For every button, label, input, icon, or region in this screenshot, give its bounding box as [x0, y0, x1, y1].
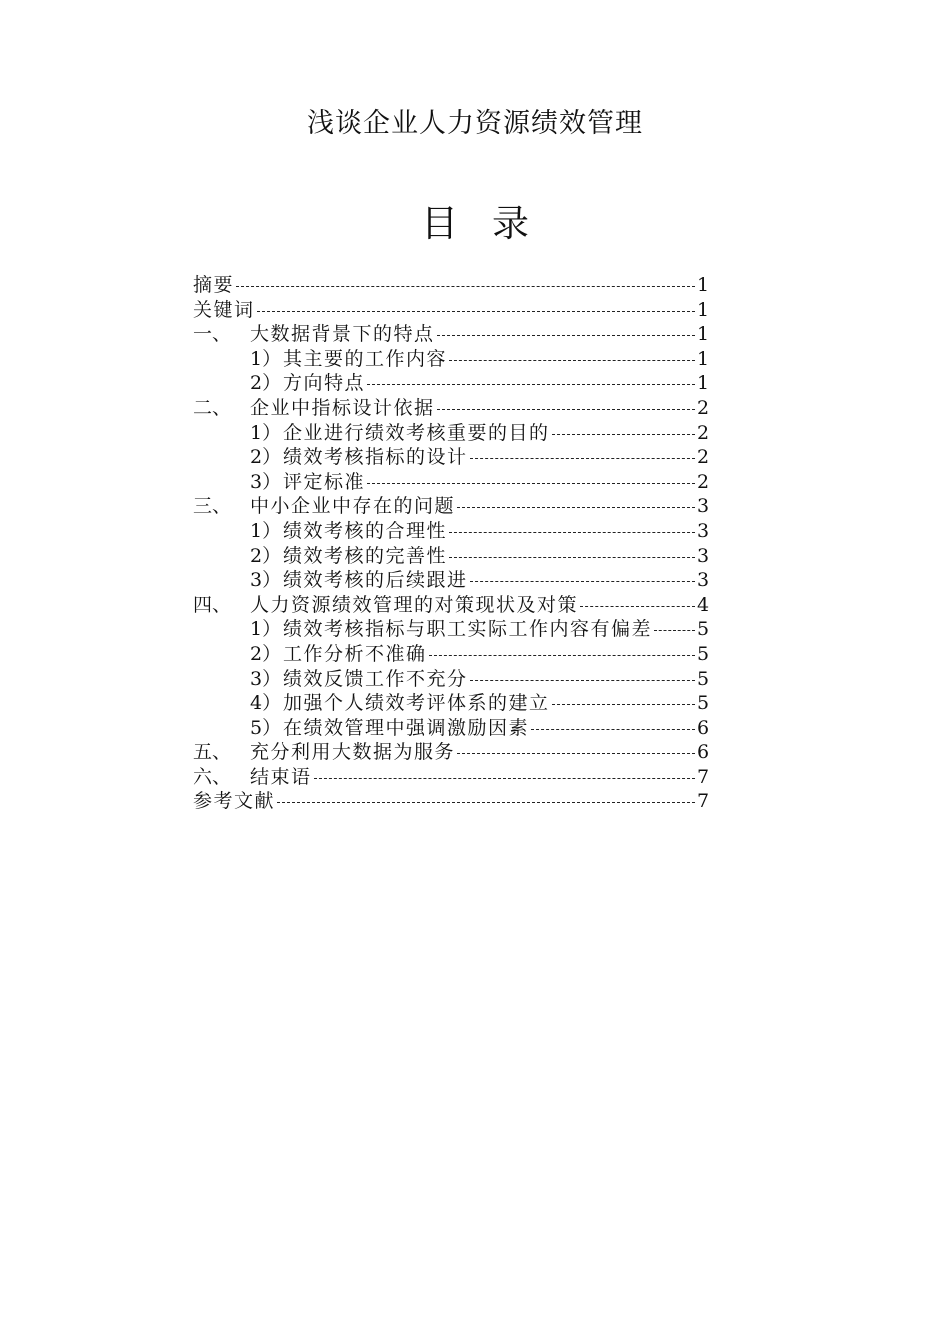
toc-entry-page: 4: [697, 593, 710, 616]
toc-entry-page: 1: [697, 372, 710, 395]
toc-entry-number: 一、: [193, 323, 232, 346]
toc-entry-title: 中小企业中存在的问题: [250, 495, 456, 518]
toc-entry[interactable]: [193, 789, 753, 814]
toc-entry-title: 方向特点: [283, 372, 366, 395]
toc-entry-number: 1）: [250, 519, 282, 542]
toc-entry-page: 5: [697, 642, 710, 665]
toc-entry-page: 1: [697, 323, 710, 346]
toc-leader-line: [447, 347, 697, 372]
toc-entry-number: 二、: [193, 396, 232, 419]
toc-leader-line: [447, 544, 697, 569]
toc-entry-page: 7: [697, 765, 710, 788]
toc-entry-title: 绩效考核指标与职工实际工作内容有偏差: [283, 618, 653, 641]
toc-entry-page: 3: [697, 519, 710, 542]
toc-entry[interactable]: [193, 470, 753, 495]
toc-entry-number: 4）: [250, 692, 282, 715]
toc-entry-number: 3）: [250, 569, 282, 592]
toc-entry[interactable]: [193, 445, 753, 470]
toc-entry[interactable]: [193, 322, 753, 347]
toc-entry-page: 5: [697, 692, 710, 715]
toc-entry-title: 绩效反馈工作不充分: [283, 667, 468, 690]
toc-entry-title: 结束语: [250, 765, 312, 788]
toc-entry-title: 工作分析不准确: [283, 642, 427, 665]
toc-entry-title: 绩效考核指标的设计: [283, 446, 468, 469]
toc-entry-number: 2）: [250, 642, 282, 665]
toc-entry-page: 2: [697, 446, 710, 469]
toc-entry-title: 企业进行绩效考核重要的目的: [283, 421, 550, 444]
toc-leader-line: [427, 642, 697, 667]
toc-entry-number: 3）: [250, 470, 282, 493]
toc-entry-page: 7: [697, 790, 710, 813]
toc-entry[interactable]: [193, 568, 753, 593]
toc-entry[interactable]: [193, 593, 753, 618]
toc-entry[interactable]: [193, 371, 753, 396]
toc-leader-line: [275, 789, 697, 814]
toc-leader-line: [365, 470, 697, 495]
toc-leader-line: [455, 494, 697, 519]
toc-leader-line: [435, 322, 697, 347]
toc-entry-title: 其主要的工作内容: [283, 347, 448, 370]
toc-entry-title: 加强个人绩效考评体系的建立: [283, 692, 550, 715]
document-title: 浅谈企业人力资源绩效管理: [307, 108, 643, 139]
toc-entry[interactable]: [193, 519, 753, 544]
toc-entry[interactable]: [193, 421, 753, 446]
toc-entry-title: 关键词: [193, 298, 255, 321]
toc-entry[interactable]: [193, 617, 753, 642]
toc-entry-page: 1: [697, 274, 710, 296]
toc-entry-page: 3: [697, 544, 710, 567]
toc-entry-number: 1）: [250, 347, 282, 370]
toc-leader-line: [234, 273, 697, 298]
toc-leader-line: [468, 667, 697, 692]
toc-leader-line: [550, 691, 697, 716]
toc-leader-line: [578, 593, 697, 618]
toc-entry[interactable]: [193, 273, 753, 298]
toc-entry-title: 在绩效管理中强调激励因素: [283, 716, 530, 739]
toc-entry-title: 绩效考核的后续跟进: [283, 569, 468, 592]
toc-leader-line: [255, 298, 697, 323]
toc-entry[interactable]: [193, 544, 753, 569]
toc-entry-page: 3: [697, 569, 710, 592]
toc-entry-page: 2: [697, 470, 710, 493]
toc-entry-page: 5: [697, 618, 710, 641]
toc-entry-title: 充分利用大数据为服务: [250, 741, 456, 764]
toc-leader-line: [312, 765, 697, 790]
toc-leader-line: [652, 617, 697, 642]
toc-heading: 目录: [421, 202, 563, 245]
toc-entry-number: 六、: [193, 765, 232, 788]
toc-entry-number: 四、: [193, 593, 232, 616]
toc-leader-line: [435, 396, 697, 421]
toc-entry-number: 3）: [250, 667, 282, 690]
toc-entry-title: 大数据背景下的特点: [250, 323, 435, 346]
toc-leader-line: [365, 371, 697, 396]
toc-entry-page: 3: [697, 495, 710, 518]
toc-entry-number: 2）: [250, 544, 282, 567]
toc-entry-title: 人力资源绩效管理的对策现状及对策: [250, 593, 579, 616]
toc-entry-title: 绩效考核的完善性: [283, 544, 448, 567]
toc-leader-line: [468, 445, 697, 470]
toc-entry[interactable]: [193, 667, 753, 692]
toc-entry-title: 绩效考核的合理性: [283, 519, 448, 542]
toc-entry-page: 6: [697, 716, 710, 739]
toc-entry-page: 1: [697, 298, 710, 321]
toc-entry[interactable]: [193, 642, 753, 667]
toc-entry-title: 企业中指标设计依据: [250, 396, 435, 419]
toc-entry-number: 1）: [250, 421, 282, 444]
toc-entry[interactable]: [193, 298, 753, 323]
toc-entry[interactable]: [193, 691, 753, 716]
toc-entry-title: 参考文献: [193, 790, 276, 813]
toc-entry-page: 2: [697, 421, 710, 444]
table-of-contents: [193, 273, 753, 814]
toc-entry-number: 2）: [250, 372, 282, 395]
toc-entry[interactable]: [193, 716, 753, 741]
toc-leader-line: [529, 716, 697, 741]
toc-entry[interactable]: [193, 494, 753, 519]
toc-entry-page: 6: [697, 741, 710, 764]
toc-entry-title: 评定标准: [283, 470, 366, 493]
toc-entry-page: 2: [697, 396, 710, 419]
toc-entry-number: 5）: [250, 716, 282, 739]
toc-entry-number: 2）: [250, 446, 282, 469]
toc-leader-line: [468, 568, 697, 593]
toc-leader-line: [455, 740, 697, 765]
toc-entry-number: 1）: [250, 618, 282, 641]
toc-entry[interactable]: [193, 765, 753, 790]
toc-entry-number: 五、: [193, 741, 232, 764]
toc-entry-title: 摘要: [193, 274, 235, 296]
toc-leader-line: [447, 519, 697, 544]
toc-entry-page: 1: [697, 347, 710, 370]
toc-entry-number: 三、: [193, 495, 232, 518]
toc-entry[interactable]: [193, 396, 753, 421]
toc-entry[interactable]: [193, 740, 753, 765]
toc-entry-page: 5: [697, 667, 710, 690]
toc-leader-line: [550, 421, 697, 446]
toc-entry[interactable]: [193, 347, 753, 372]
